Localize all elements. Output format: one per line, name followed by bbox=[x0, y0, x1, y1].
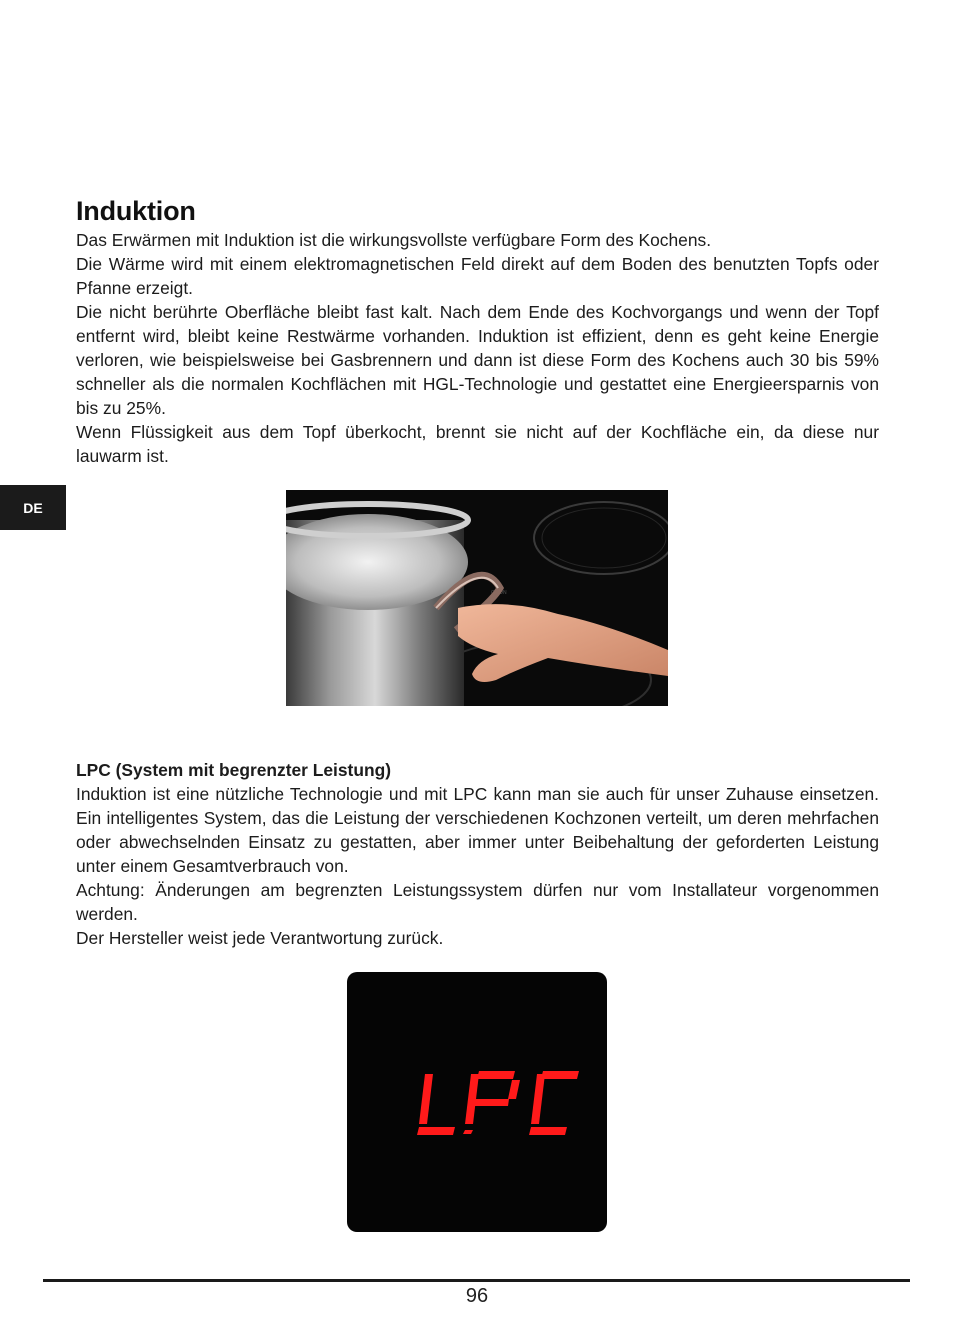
page-title: Induktion bbox=[76, 196, 196, 226]
paragraph: Die nicht berührte Oberfläche bleibt fast kalt. Nach dem Ende des Kochvorgangs und wenn der Topf entfernt wird, bleibt keine Restwärme vorhanden. Induktion ist effizient, denn es geht keine Energie verloren, wie beispielsweise bei Gasbrennern und dann ist diese Form des Kochens auch 30 bis 59% schneller als die normalen Kochflächen mit HGL-Technologie und gestattet eine Energieersparnis von bis zu 25%. bbox=[76, 302, 879, 418]
footer-rule bbox=[43, 1279, 910, 1282]
pot-on-hob-illustration bbox=[286, 490, 668, 706]
induction-photo bbox=[286, 490, 668, 706]
lpc-section bbox=[76, 758, 879, 950]
lpc-seven-segment-readout bbox=[347, 972, 607, 1232]
paragraph: Der Hersteller weist jede Verantwortung zurück. bbox=[76, 928, 444, 948]
svg-text:CTION: CTION bbox=[491, 590, 507, 596]
paragraph: Die Wärme wird mit einem elektromagnetischen Feld direkt auf dem Boden des benutzten Topfs oder Pfanne erzeigt. bbox=[76, 254, 879, 298]
paragraph: Wenn Flüssigkeit aus dem Topf überkocht, brennt sie nicht auf der Kochfläche ein, da diese nur lauwarm ist. bbox=[76, 422, 879, 466]
language-tab: DE bbox=[0, 485, 66, 530]
lpc-display bbox=[347, 972, 607, 1232]
paragraph: Achtung: Änderungen am begrenzten Leistungssystem dürfen nur vom Installateur vorgenommen werden. bbox=[76, 880, 879, 924]
section-heading: LPC (System mit begrenzter Leistung) bbox=[76, 760, 392, 780]
paragraph: Induktion ist eine nützliche Technologie und mit LPC kann man sie auch für unser Zuhause einsetzen. Ein intelligentes System, das die Leistung der verschiedenen Kochzonen verteilt, um deren mehrfachen oder abwechselnden Einsatz zu gestatten, aber immer unter Beibehaltung der geforderten Leistung unter einem Gesamtverbrauch von. bbox=[76, 784, 879, 876]
paragraph: Das Erwärmen mit Induktion ist die wirkungsvollste verfügbare Form des Kochens. bbox=[76, 230, 712, 250]
intro-text bbox=[76, 228, 879, 468]
page-number: 96 bbox=[465, 1285, 489, 1307]
